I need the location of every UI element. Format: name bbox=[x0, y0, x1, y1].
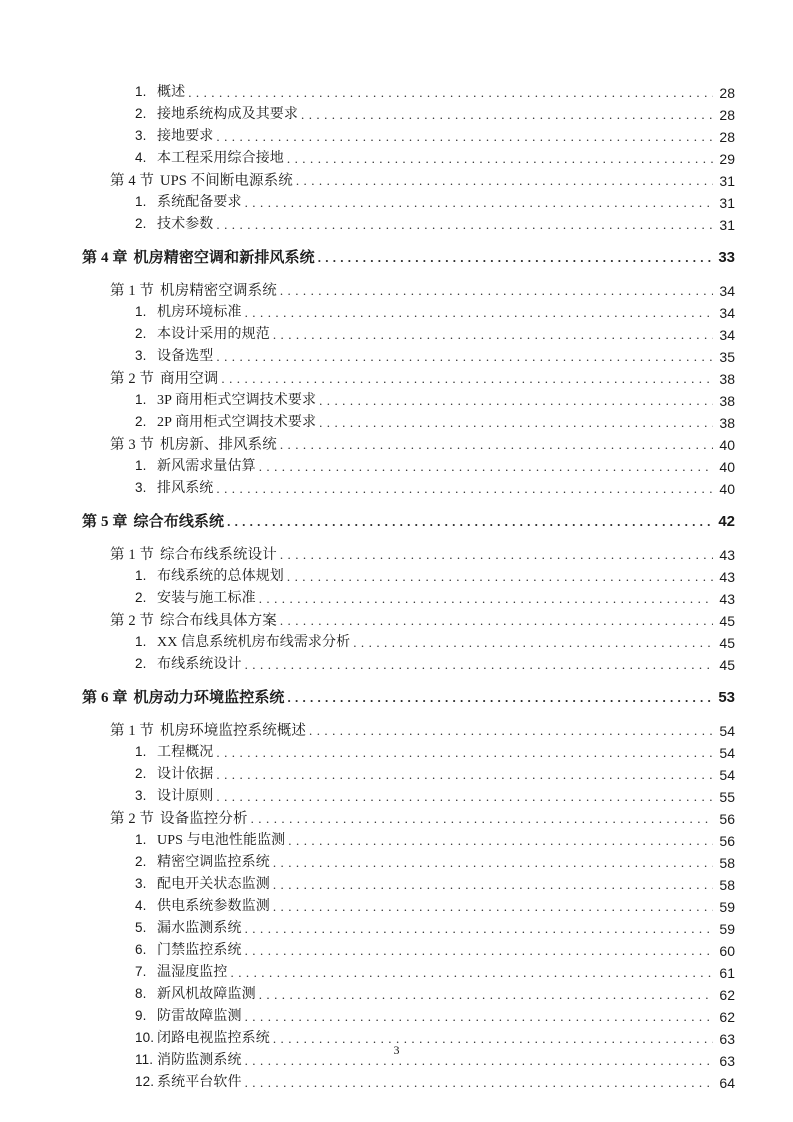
toc-entry-label bbox=[110, 610, 277, 632]
dot-leader bbox=[216, 222, 713, 236]
toc-entry-label bbox=[135, 1071, 242, 1094]
dot-leader bbox=[296, 178, 713, 192]
toc-entry-page-number: 45 bbox=[719, 657, 735, 673]
toc-entry-label bbox=[82, 686, 285, 710]
toc-entry-page-number: 43 bbox=[719, 569, 735, 585]
toc-entry-title: 2P 商用柜式空调技术要求 bbox=[157, 415, 317, 430]
toc-entry-title: 温湿度监控 bbox=[157, 965, 228, 980]
toc-entry-title: 供电系统参数监测 bbox=[157, 899, 270, 914]
toc-entry-number: 2. bbox=[135, 590, 147, 605]
dot-leader bbox=[216, 486, 713, 500]
spacer bbox=[82, 236, 735, 246]
toc-entry-number: 第 4 节 bbox=[110, 173, 154, 189]
toc-entry-item[interactable] bbox=[135, 390, 735, 412]
toc-entry-label bbox=[110, 544, 277, 566]
toc-entry-section[interactable] bbox=[110, 368, 735, 390]
toc-entry-item[interactable] bbox=[135, 896, 735, 918]
toc-entry-item[interactable] bbox=[135, 742, 735, 764]
toc-entry-number: 2. bbox=[135, 326, 147, 341]
toc-entry-number: 第 6 章 bbox=[82, 690, 128, 706]
toc-entry-title: 排风系统 bbox=[157, 481, 214, 496]
toc-entry-item[interactable] bbox=[135, 918, 735, 940]
dot-leader bbox=[280, 618, 713, 632]
toc-entry-title: 安装与施工标准 bbox=[157, 591, 256, 606]
toc-entry-page-number: 56 bbox=[719, 811, 735, 827]
toc-entry-item[interactable] bbox=[135, 962, 735, 984]
toc-entry-number: 1. bbox=[135, 832, 147, 847]
toc-entry-title: 综合布线具体方案 bbox=[160, 613, 277, 629]
toc-entry-page-number: 58 bbox=[719, 877, 735, 893]
dot-leader bbox=[287, 574, 713, 588]
toc-entry-page-number: 35 bbox=[719, 349, 735, 365]
toc-entry-page-number: 54 bbox=[719, 767, 735, 783]
toc-entry-title: 防雷故障监测 bbox=[157, 1009, 242, 1024]
toc-entry-item[interactable] bbox=[135, 786, 735, 808]
dot-leader bbox=[287, 156, 713, 170]
toc-entry-label bbox=[135, 103, 298, 126]
toc-entry-number: 7. bbox=[135, 964, 147, 979]
toc-entry-label bbox=[135, 631, 350, 654]
toc-entry-page-number: 31 bbox=[719, 195, 735, 211]
toc-entry-page-number: 56 bbox=[719, 833, 735, 849]
toc-entry-page-number: 40 bbox=[719, 459, 735, 475]
toc-entry-title: 接地要求 bbox=[157, 129, 214, 144]
toc-entry-title: 机房动力环境监控系统 bbox=[133, 690, 285, 706]
toc-entry-page-number: 40 bbox=[719, 481, 735, 497]
toc-entry-title: 新风机故障监测 bbox=[157, 987, 256, 1002]
toc-entry-label bbox=[135, 301, 242, 324]
toc-entry-item[interactable] bbox=[135, 852, 735, 874]
spacer bbox=[82, 270, 735, 280]
toc-entry-label bbox=[135, 851, 270, 874]
toc-entry-page-number: 28 bbox=[719, 129, 735, 145]
toc-entry-section[interactable] bbox=[110, 434, 735, 456]
toc-entry-item[interactable] bbox=[135, 940, 735, 962]
toc-entry-page-number: 34 bbox=[719, 305, 735, 321]
dot-leader bbox=[280, 442, 713, 456]
toc-entry-page-number: 62 bbox=[719, 987, 735, 1003]
toc-entry-page-number: 31 bbox=[719, 217, 735, 233]
toc-entry-title: 系统配备要求 bbox=[157, 195, 242, 210]
toc-entry-title: 门禁监控系统 bbox=[157, 943, 242, 958]
toc-entry-label bbox=[135, 873, 270, 896]
toc-entry-section[interactable] bbox=[110, 544, 735, 566]
toc-entry-item[interactable] bbox=[135, 104, 735, 126]
toc-entry-title: 消防监测系统 bbox=[157, 1053, 242, 1068]
toc-entry-item[interactable] bbox=[135, 874, 735, 896]
toc-entry-number: 10. bbox=[135, 1030, 155, 1045]
toc-entry-title: 综合布线系统 bbox=[133, 514, 225, 530]
toc-entry-item[interactable] bbox=[135, 456, 735, 478]
toc-entry-page-number: 38 bbox=[719, 393, 735, 409]
toc-entry-number: 2. bbox=[135, 656, 147, 671]
toc-entry-number: 1. bbox=[135, 84, 147, 99]
toc-entry-title: 布线系统设计 bbox=[157, 657, 242, 672]
dot-leader bbox=[216, 134, 713, 148]
toc-entry-label bbox=[135, 477, 213, 500]
toc-entry-label bbox=[135, 213, 213, 236]
toc-entry-title: 3P 商用柜式空调技术要求 bbox=[157, 393, 317, 408]
dot-leader bbox=[245, 1080, 713, 1094]
dot-leader bbox=[227, 520, 713, 534]
toc-entry-item[interactable] bbox=[135, 478, 735, 500]
toc-entry-page-number: 62 bbox=[719, 1009, 735, 1025]
toc-entry-label bbox=[135, 81, 185, 104]
toc-entry-label bbox=[135, 785, 213, 808]
toc-entry-page-number: 29 bbox=[719, 151, 735, 167]
toc-entry-number: 3. bbox=[135, 876, 147, 891]
toc-entry-item[interactable] bbox=[135, 588, 735, 610]
toc-entry-number: 第 1 节 bbox=[110, 283, 154, 299]
dot-leader bbox=[245, 1058, 713, 1072]
dot-leader bbox=[273, 860, 713, 874]
toc-entry-item[interactable] bbox=[135, 830, 735, 852]
toc-entry-page-number: 34 bbox=[719, 283, 735, 299]
toc-entry-number: 第 3 节 bbox=[110, 437, 154, 453]
toc-entry-number: 12. bbox=[135, 1074, 155, 1089]
toc-entry-title: 漏水监测系统 bbox=[157, 921, 242, 936]
toc-entry-label bbox=[110, 808, 248, 830]
toc-entry-title: 机房环境监控系统概述 bbox=[160, 723, 306, 739]
dot-leader bbox=[245, 948, 713, 962]
toc-entry-title: XX 信息系统机房布线需求分析 bbox=[157, 635, 351, 650]
toc-entry-number: 1. bbox=[135, 634, 147, 649]
toc-entry-section[interactable] bbox=[110, 280, 735, 302]
toc-entry-number: 1. bbox=[135, 304, 147, 319]
toc-entry-number: 8. bbox=[135, 986, 147, 1001]
toc-entry-label bbox=[135, 411, 316, 434]
toc-entry-label bbox=[135, 125, 213, 148]
toc-entry-title: 设备监控分析 bbox=[160, 811, 248, 827]
toc-entry-label bbox=[135, 147, 284, 170]
toc-entry-title: 新风需求量估算 bbox=[157, 459, 256, 474]
toc-entry-label bbox=[135, 653, 242, 676]
toc-entry-title: 综合布线系统设计 bbox=[160, 547, 277, 563]
dot-leader bbox=[245, 310, 713, 324]
toc-entry-title: 闭路电视监控系统 bbox=[157, 1031, 270, 1046]
toc-entry-number: 2. bbox=[135, 766, 147, 781]
toc-entry-number: 2. bbox=[135, 106, 147, 121]
toc-entry-page-number: 55 bbox=[719, 789, 735, 805]
toc-entry-item[interactable] bbox=[135, 1006, 735, 1028]
toc-entry-page-number: 40 bbox=[719, 437, 735, 453]
toc-entry-number: 1. bbox=[135, 744, 147, 759]
toc-entry-page-number: 45 bbox=[719, 635, 735, 651]
toc-entry-title: 概述 bbox=[157, 85, 186, 100]
dot-leader bbox=[319, 420, 713, 434]
dot-leader bbox=[216, 772, 713, 786]
toc-entry-item[interactable] bbox=[135, 302, 735, 324]
toc-entry-number: 5. bbox=[135, 920, 147, 935]
toc-entry-number: 11. bbox=[135, 1052, 154, 1067]
dot-leader bbox=[251, 816, 713, 830]
toc-entry-label bbox=[135, 587, 256, 610]
toc-entry-title: 设计原则 bbox=[157, 789, 214, 804]
toc-entry-page-number: 43 bbox=[719, 547, 735, 563]
toc-entry-number: 3. bbox=[135, 128, 147, 143]
toc-entry-label bbox=[135, 565, 284, 588]
toc-entry-title: 设计依据 bbox=[157, 767, 214, 782]
toc-entry-title: 机房新、排风系统 bbox=[160, 437, 277, 453]
toc-entry-page-number: 61 bbox=[719, 965, 735, 981]
toc-entry-label bbox=[110, 720, 306, 742]
dot-leader bbox=[221, 376, 713, 390]
dot-leader bbox=[245, 926, 713, 940]
toc-entry-label bbox=[135, 763, 213, 786]
toc-entry-label bbox=[135, 961, 228, 984]
toc-entry-number: 1. bbox=[135, 458, 147, 473]
toc-entry-number: 2. bbox=[135, 854, 147, 869]
table-of-contents bbox=[82, 82, 735, 1094]
toc-entry-label bbox=[110, 434, 277, 456]
toc-entry-number: 9. bbox=[135, 1008, 147, 1023]
dot-leader bbox=[273, 882, 713, 896]
dot-leader bbox=[273, 332, 713, 346]
toc-entry-section[interactable] bbox=[110, 808, 735, 830]
toc-entry-title: 技术参数 bbox=[157, 217, 214, 232]
toc-entry-title: 机房环境标准 bbox=[157, 305, 242, 320]
dot-leader bbox=[259, 992, 713, 1006]
toc-entry-page-number: 59 bbox=[719, 921, 735, 937]
toc-entry-number: 2. bbox=[135, 216, 147, 231]
dot-leader bbox=[216, 354, 713, 368]
dot-leader bbox=[318, 256, 713, 270]
dot-leader bbox=[216, 750, 713, 764]
toc-entry-label bbox=[135, 917, 242, 940]
toc-entry-page-number: 43 bbox=[719, 591, 735, 607]
toc-entry-label bbox=[135, 741, 213, 764]
toc-entry-number: 4. bbox=[135, 150, 147, 165]
toc-entry-page-number: 33 bbox=[718, 249, 735, 266]
toc-entry-title: 精密空调监控系统 bbox=[157, 855, 270, 870]
dot-leader bbox=[273, 904, 713, 918]
toc-entry-chapter[interactable] bbox=[82, 510, 735, 534]
dot-leader bbox=[259, 464, 713, 478]
toc-entry-number: 4. bbox=[135, 898, 147, 913]
toc-entry-item[interactable] bbox=[135, 764, 735, 786]
toc-entry-number: 1. bbox=[135, 194, 147, 209]
toc-entry-label bbox=[135, 983, 256, 1006]
toc-entry-title: UPS 不间断电源系统 bbox=[160, 173, 293, 189]
toc-entry-title: 配电开关状态监测 bbox=[157, 877, 270, 892]
toc-entry-item[interactable] bbox=[135, 984, 735, 1006]
spacer bbox=[82, 710, 735, 720]
toc-entry-page-number: 54 bbox=[719, 723, 735, 739]
toc-entry-label bbox=[135, 345, 213, 368]
toc-entry-number: 第 2 节 bbox=[110, 811, 154, 827]
toc-entry-item[interactable] bbox=[135, 192, 735, 214]
toc-entry-title: 本工程采用综合接地 bbox=[157, 151, 284, 166]
toc-entry-number: 6. bbox=[135, 942, 147, 957]
spacer bbox=[82, 534, 735, 544]
toc-entry-page-number: 42 bbox=[718, 513, 735, 530]
toc-entry-page-number: 38 bbox=[719, 371, 735, 387]
toc-entry-page-number: 34 bbox=[719, 327, 735, 343]
toc-entry-number: 第 5 章 bbox=[82, 514, 128, 530]
toc-entry-number: 第 1 节 bbox=[110, 547, 154, 563]
page-number-footer: 3 bbox=[393, 1043, 400, 1057]
toc-entry-section[interactable] bbox=[110, 610, 735, 632]
dot-leader bbox=[280, 552, 713, 566]
toc-entry-title: UPS 与电池性能监测 bbox=[157, 833, 286, 848]
toc-entry-title: 接地系统构成及其要求 bbox=[157, 107, 298, 122]
toc-entry-title: 设备选型 bbox=[157, 349, 214, 364]
toc-entry-label bbox=[135, 455, 256, 478]
toc-entry-item[interactable] bbox=[135, 346, 735, 368]
toc-entry-title: 机房精密空调系统 bbox=[160, 283, 277, 299]
toc-entry-number: 3. bbox=[135, 480, 147, 495]
toc-entry-number: 第 2 节 bbox=[110, 613, 154, 629]
toc-entry-page-number: 63 bbox=[719, 1053, 735, 1069]
dot-leader bbox=[245, 662, 713, 676]
toc-entry-label bbox=[110, 170, 293, 192]
toc-entry-page-number: 60 bbox=[719, 943, 735, 959]
toc-entry-item[interactable] bbox=[135, 214, 735, 236]
toc-entry-title: 工程概况 bbox=[157, 745, 214, 760]
spacer bbox=[82, 676, 735, 686]
toc-entry-number: 第 4 章 bbox=[82, 250, 128, 266]
dot-leader bbox=[288, 696, 713, 710]
toc-entry-item[interactable] bbox=[135, 654, 735, 676]
toc-entry-page-number: 58 bbox=[719, 855, 735, 871]
dot-leader bbox=[353, 640, 713, 654]
toc-entry-item[interactable] bbox=[135, 1072, 735, 1094]
toc-entry-title: 本设计采用的规范 bbox=[157, 327, 270, 342]
toc-entry-section[interactable] bbox=[110, 170, 735, 192]
dot-leader bbox=[245, 1014, 713, 1028]
toc-entry-page-number: 38 bbox=[719, 415, 735, 431]
toc-entry-number: 第 2 节 bbox=[110, 371, 154, 387]
toc-entry-item[interactable] bbox=[135, 632, 735, 654]
toc-entry-chapter[interactable] bbox=[82, 246, 735, 270]
toc-entry-label bbox=[135, 829, 285, 852]
dot-leader bbox=[319, 398, 713, 412]
toc-entry-number: 3. bbox=[135, 788, 147, 803]
dot-leader bbox=[188, 90, 713, 104]
toc-entry-label bbox=[135, 895, 270, 918]
toc-entry-item[interactable] bbox=[135, 82, 735, 104]
dot-leader bbox=[216, 794, 713, 808]
toc-entry-label bbox=[135, 191, 242, 214]
dot-leader bbox=[280, 288, 713, 302]
dot-leader bbox=[301, 112, 713, 126]
toc-entry-page-number: 59 bbox=[719, 899, 735, 915]
toc-entry-section[interactable] bbox=[110, 720, 735, 742]
dot-leader bbox=[231, 970, 714, 984]
toc-entry-page-number: 54 bbox=[719, 745, 735, 761]
toc-entry-label bbox=[135, 1005, 242, 1028]
toc-entry-item[interactable] bbox=[135, 148, 735, 170]
dot-leader bbox=[259, 596, 713, 610]
toc-entry-item[interactable] bbox=[135, 566, 735, 588]
toc-entry-item[interactable] bbox=[135, 126, 735, 148]
toc-entry-label bbox=[135, 939, 242, 962]
toc-entry-page-number: 31 bbox=[719, 173, 735, 189]
dot-leader bbox=[245, 200, 713, 214]
toc-entry-label bbox=[82, 246, 315, 270]
toc-entry-page-number: 45 bbox=[719, 613, 735, 629]
toc-entry-title: 布线系统的总体规划 bbox=[157, 569, 284, 584]
toc-entry-title: 机房精密空调和新排风系统 bbox=[133, 250, 315, 266]
dot-leader bbox=[288, 838, 713, 852]
toc-entry-number: 1. bbox=[135, 392, 147, 407]
toc-entry-item[interactable] bbox=[135, 324, 735, 346]
toc-entry-item[interactable] bbox=[135, 412, 735, 434]
dot-leader bbox=[309, 728, 713, 742]
toc-entry-page-number: 63 bbox=[719, 1031, 735, 1047]
toc-entry-title: 系统平台软件 bbox=[157, 1075, 242, 1090]
toc-entry-number: 3. bbox=[135, 348, 147, 363]
toc-entry-page-number: 28 bbox=[719, 107, 735, 123]
toc-entry-page-number: 28 bbox=[719, 85, 735, 101]
toc-entry-label bbox=[135, 323, 270, 346]
toc-entry-label bbox=[110, 280, 277, 302]
toc-entry-page-number: 64 bbox=[719, 1075, 735, 1091]
toc-entry-chapter[interactable] bbox=[82, 686, 735, 710]
toc-entry-title: 商用空调 bbox=[160, 371, 219, 387]
toc-entry-number: 第 1 节 bbox=[110, 723, 154, 739]
toc-entry-label bbox=[110, 368, 218, 390]
toc-entry-number: 1. bbox=[135, 568, 147, 583]
toc-entry-label bbox=[82, 510, 224, 534]
toc-entry-page-number: 53 bbox=[718, 689, 735, 706]
toc-entry-number: 2. bbox=[135, 414, 147, 429]
toc-entry-label bbox=[135, 389, 316, 412]
spacer bbox=[82, 500, 735, 510]
